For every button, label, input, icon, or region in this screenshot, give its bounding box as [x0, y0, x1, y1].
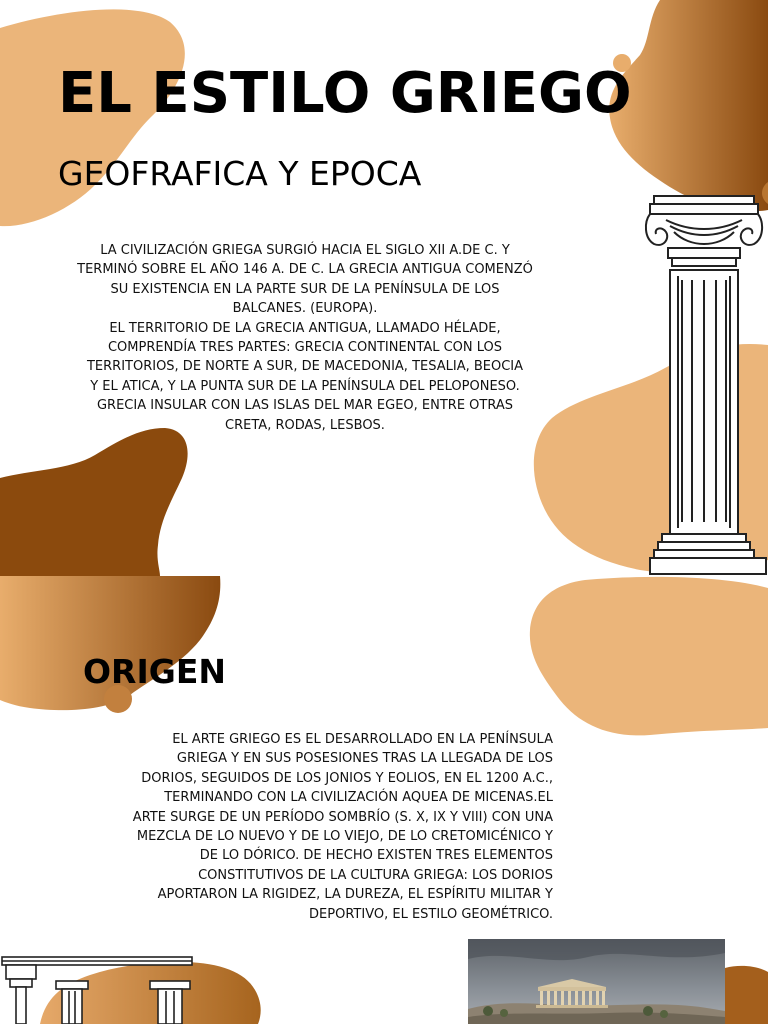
page-title: EL ESTILO GRIEGO: [58, 61, 632, 126]
blob-left-dark: [0, 428, 188, 576]
origen-line: DE LO DÓRICO. DE HECHO EXISTEN TRES ELEMENTOS: [199, 848, 553, 864]
parthenon-photo: [468, 939, 725, 1024]
origen-line: EL ARTE GRIEGO ES EL DESARROLLADO EN LA PENÍNSULA: [172, 732, 553, 747]
intro-line: GRECIA INSULAR CON LAS ISLAS DEL MAR EGEO, ENTRE OTRAS: [96, 398, 514, 414]
column-capital-icon: [0, 955, 200, 1024]
ionic-column-icon: [640, 192, 768, 580]
intro-line: CRETA, RODAS, LESBOS.: [225, 417, 385, 433]
blob-top-right: [609, 0, 768, 211]
intro-paragraph: [56, 241, 554, 435]
intro-line: EL TERRITORIO DE LA GRECIA ANTIGUA, LLAMADO HÉLADE,: [109, 320, 501, 336]
origen-paragraph: [82, 730, 553, 924]
origen-line: ARTE SURGE DE UN PERÍODO SOMBRÍO (S. X, IX Y VIII) CON UNA: [132, 809, 553, 825]
intro-line: TERMINÓ SOBRE EL AÑO 146 A. DE C. LA GRECIA ANTIGUA COMENZÓ: [77, 262, 533, 278]
origen-line: DORIOS, SEGUIDOS DE LOS JONIOS Y EOLIOS, EN EL 1200 A.C.,: [141, 770, 553, 786]
blob-right-lower: [530, 577, 768, 736]
blob-bottom-right: [725, 966, 768, 1024]
intro-line: BALCANES. (EUROPA).: [232, 301, 378, 317]
origen-line: TERMINANDO CON LA CIVILIZACIÓN AQUEA DE MICENAS.EL: [164, 790, 553, 806]
intro-line: SU EXISTENCIA EN LA PARTE SUR DE LA PENÍNSULA DE LOS: [110, 281, 500, 297]
intro-line: Y EL ATICA, Y LA PUNTA SUR DE LA PENÍNSULA DEL PELOPONESO.: [90, 378, 520, 394]
origen-line: APORTARON LA RIGIDEZ, LA DUREZA, EL ESPÍRITU MILITAR Y: [157, 887, 553, 903]
intro-line: COMPRENDÍA TRES PARTES: GRECIA CONTINENTAL CON LOS: [107, 340, 503, 356]
origen-heading: ORIGEN: [83, 652, 226, 691]
origen-line: MEZCLA DE LO NUEVO Y DE LO VIEJO, DE LO CRETOMICÉNICO Y: [136, 829, 553, 845]
origen-line: GRIEGA Y EN SUS POSESIONES TRAS LA LLEGADA DE LOS: [176, 751, 553, 767]
origen-line: CONSTITUTIVOS DE LA CULTURA GRIEGA: LOS DORIOS: [198, 867, 553, 883]
intro-line: TERRITORIOS, DE NORTE A SUR, DE MACEDONIA, TESALIA, BEOCIA: [86, 359, 524, 375]
page-subtitle: GEOFRAFICA Y EPOCA: [58, 154, 422, 193]
intro-line: LA CIVILIZACIÓN GRIEGA SURGIÓ HACIA EL SIGLO XII A.DE C. Y: [100, 243, 510, 258]
origen-line: DEPORTIVO, EL ESTILO GEOMÉTRICO.: [309, 906, 553, 922]
